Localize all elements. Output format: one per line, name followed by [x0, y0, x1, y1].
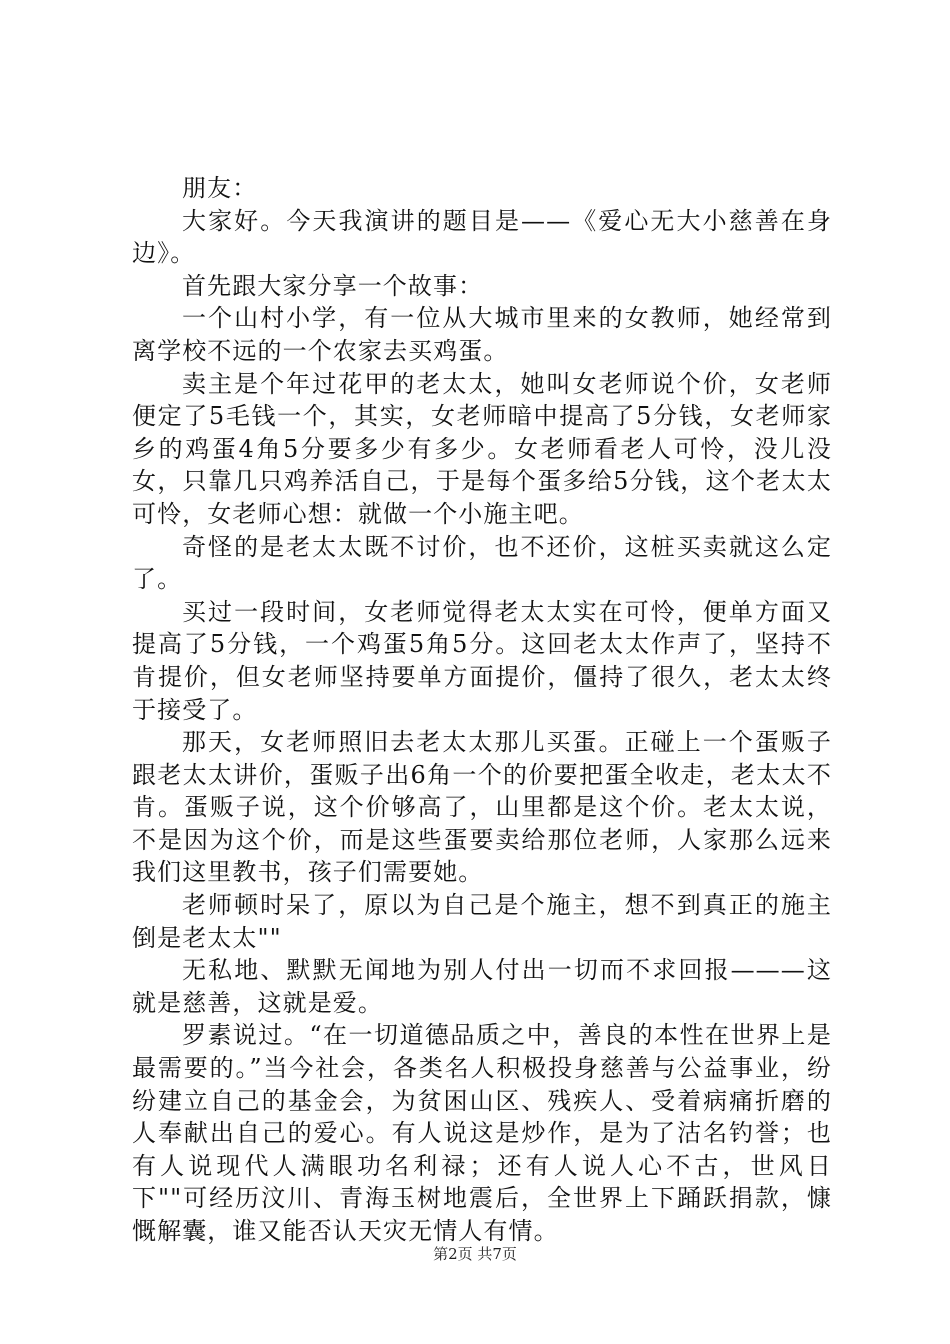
- paragraph: 首先跟大家分享一个故事：: [182, 271, 484, 300]
- paragraph: 那天，女老师照旧去老太太那儿买蛋。正碰上一个蛋贩子跟老太太讲价，蛋贩子出6角一个的价要把蛋全收走，老太太不肯。蛋贩子说，这个价够高了，山里都是这个价。老太太说，不是因为这个价，而是这些蛋要卖给那位老师，人家那么远来我们这里教书，孩子们需要她。: [132, 728, 832, 887]
- page-number: 第2页 共7页: [433, 1245, 517, 1263]
- paragraph: 奇怪的是老太太既不讨价，也不还价，这桩买卖就这么定了。: [132, 532, 832, 594]
- paragraph: 大家好。今天我演讲的题目是——《爱心无大小慈善在身边》。: [132, 206, 832, 268]
- paragraph: 罗素说过。“在一切道德品质之中，善良的本性在世界上是最需要的。”当今社会，各类名人积极投身慈善与公益事业，纷纷建立自己的基金会，为贫困山区、残疾人、受着病痛折磨的人奉献出自己的爱心。有人说这是炒作，是为了沽名钓誉；也有人说现代人满眼功名利禄；还有人说人心不古，世风日下""可经历汶川、青海玉树地震后，全世界上下踊跃捐款，慷慨解囊，谁又能否认天灾无情人有情。: [132, 1021, 832, 1245]
- paragraph: 卖主是个年过花甲的老太太，她叫女老师说个价，女老师便定了5毛钱一个，其实，女老师暗中提高了5分钱，女老师家乡的鸡蛋4角5分要多少有多少。女老师看老人可怜，没儿没女，只靠几只鸡养活自己，于是每个蛋多给5分钱，这个老太太可怜，女老师心想：就做一个小施主吧。: [132, 369, 832, 528]
- paragraph: 一个山村小学，有一位从大城市里来的女教师，她经常到离学校不远的一个农家去买鸡蛋。: [132, 304, 832, 365]
- document-body: [132, 172, 832, 1248]
- paragraph: 朋友：: [182, 174, 258, 202]
- page-footer: [0, 1244, 950, 1264]
- paragraph: 无私地、默默无闻地为别人付出一切而不求回报———这就是慈善，这就是爱。: [132, 956, 832, 1017]
- paragraph: 买过一段时间，女老师觉得老太太实在可怜，便单方面又提高了5分钱，一个鸡蛋5角5分。这回老太太作声了，坚持不肯提价，但女老师坚持要单方面提价，僵持了很久，老太太终于接受了。: [132, 597, 832, 724]
- paragraph: 老师顿时呆了，原以为自己是个施主，想不到真正的施主倒是老太太"": [132, 891, 832, 952]
